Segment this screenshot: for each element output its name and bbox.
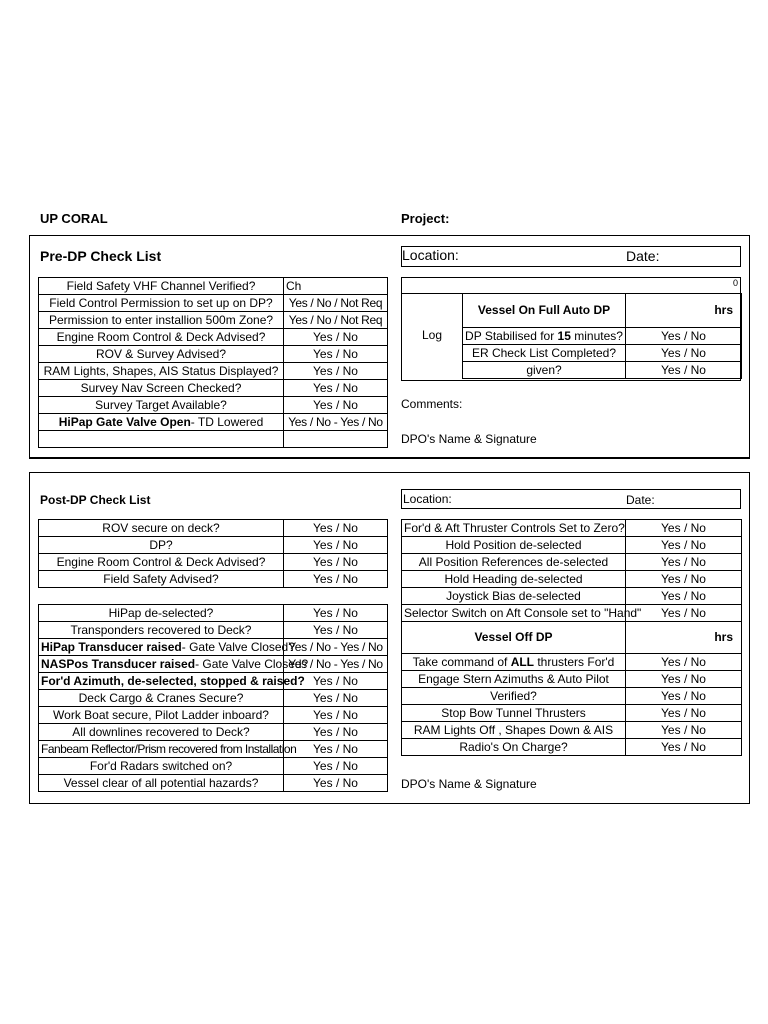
checklist-row [39,520,388,537]
checklist-row [402,554,742,571]
checklist-item-label: Engine Room Control & Deck Advised? [39,554,284,571]
location-label: Location: [403,492,452,506]
er-check-value[interactable]: Yes / No [626,345,742,362]
checklist-item-answer[interactable]: Yes / No [626,571,742,588]
checklist-item-label: Engage Stern Azimuths & Auto Pilot [402,671,626,688]
checklist-item-answer[interactable]: Yes / No - Yes / No [284,656,388,673]
checklist-item-answer[interactable]: Yes / No [284,346,388,363]
checklist-item-answer[interactable]: Yes / No [284,520,388,537]
checklist-row [39,278,388,295]
checklist-item-answer[interactable]: Yes / No [284,707,388,724]
checklist-item-label: Field Safety VHF Channel Verified? [39,278,284,295]
vessel-off-dp-label: Vessel Off DP [402,622,626,654]
post-dp-table-1 [38,519,388,588]
checklist-item-answer[interactable]: Yes / No [284,724,388,741]
checklist-item-label: All Position References de-selected [402,554,626,571]
checklist-row [39,690,388,707]
checklist-row [402,571,742,588]
vessel-name: UP CORAL [40,211,108,226]
corner-mark: 0 [732,278,738,288]
checklist-item-label: RAM Lights Off , Shapes Down & AIS [402,722,626,739]
checklist-item-label: HiPap Gate Valve Open- TD Lowered [39,414,284,431]
checklist-item-answer[interactable]: Yes / No [626,739,742,756]
checklist-row [39,346,388,363]
checklist-item-answer[interactable]: Yes / No / Not Req [284,295,388,312]
checklist-item-answer[interactable]: Yes / No [626,520,742,537]
checklist-row [39,724,388,741]
checklist-row [39,363,388,380]
checklist-item-label: Selector Switch on Aft Console set to "Hand" [402,605,626,622]
checklist-row [39,537,388,554]
checklist-item-label: Transponders recovered to Deck? [39,622,284,639]
checklist-item-answer[interactable]: Yes / No [284,571,388,588]
checklist-row [402,671,742,688]
checklist-item-label: DP? [39,537,284,554]
checklist-item-label: Deck Cargo & Cranes Secure? [39,690,284,707]
checklist-item-answer[interactable]: Yes / No [284,622,388,639]
pre-dp-dpo-signature: DPO's Name & Signature [401,432,537,446]
date-label: Date: [626,248,660,264]
checklist-row [402,520,742,537]
checklist-row [39,571,388,588]
checklist-row [39,414,388,431]
project-label: Project: [401,211,450,226]
checklist-row [402,588,742,605]
checklist-item-label: Fanbeam Reflector/Prism recovered from Installation [39,741,284,758]
checklist-row [39,397,388,414]
checklist-item-answer[interactable]: Yes / No - Yes / No [284,639,388,656]
vessel-off-dp-hrs[interactable]: hrs [626,622,742,654]
checklist-row [39,707,388,724]
checklist-item-label: For'd Azimuth, de-selected, stopped & raised? [39,673,284,690]
checklist-item-answer[interactable]: Yes / No [284,758,388,775]
checklist-item-label: All downlines recovered to Deck? [39,724,284,741]
pre-dp-table [38,277,388,448]
checklist-item-answer[interactable]: Yes / No [626,688,742,705]
checklist-item-answer[interactable]: Yes / No [626,588,742,605]
pre-dp-location-box[interactable] [401,246,741,267]
checklist-item-answer[interactable]: Yes / No [626,722,742,739]
checklist-item-label: Survey Nav Screen Checked? [39,380,284,397]
dp-log-table [462,293,742,379]
checklist-item-label: Survey Target Available? [39,397,284,414]
checklist-item-label: Vessel clear of all potential hazards? [39,775,284,792]
checklist-item-answer[interactable]: Yes / No [284,329,388,346]
given-label: given? [463,362,626,379]
checklist-row [39,605,388,622]
checklist-item-label: ROV secure on deck? [39,520,284,537]
checklist-item-label: HiPap de-selected? [39,605,284,622]
checklist-item-label: Radio's On Charge? [402,739,626,756]
checklist-item-label: Work Boat secure, Pilot Ladder inboard? [39,707,284,724]
checklist-item-label: Stop Bow Tunnel Thrusters [402,705,626,722]
checklist-item-label: Joystick Bias de-selected [402,588,626,605]
checklist-item-answer[interactable]: Yes / No / Not Req [284,312,388,329]
checklist-item-answer[interactable]: Yes / No [284,554,388,571]
checklist-item-answer[interactable]: Ch [284,278,388,295]
vessel-on-dp-hrs[interactable]: hrs [626,294,742,328]
er-check-label: ER Check List Completed? [463,345,626,362]
comments-label: Comments: [401,397,463,411]
checklist-item-answer[interactable]: Yes / No [626,654,742,671]
checklist-item-answer[interactable]: Yes / No [284,363,388,380]
checklist-row [402,654,742,671]
checklist-row [402,688,742,705]
dp-stabilised-label: DP Stabilised for 15 minutes? [463,328,626,345]
checklist-item-label: For'd & Aft Thruster Controls Set to Zero? [402,520,626,537]
checklist-row [39,758,388,775]
checklist-row [39,656,388,673]
vessel-on-dp-label: Vessel On Full Auto DP [463,294,626,328]
pre-dp-right-header [401,277,741,294]
checklist-item-answer[interactable]: Yes / No [284,380,388,397]
location-label: Location: [402,247,459,263]
checklist-row [39,622,388,639]
checklist-item-label: Verified? [402,688,626,705]
post-dp-dpo-signature: DPO's Name & Signature [401,777,537,791]
checklist-item-label: Field Control Permission to set up on DP? [39,295,284,312]
checklist-item-answer[interactable]: Yes / No [284,673,388,690]
checklist-item-answer[interactable]: Yes / No [626,705,742,722]
checklist-row [402,605,742,622]
checklist-item-answer[interactable] [284,431,388,448]
checklist-item-label: HiPap Transducer raised- Gate Valve Closed? [39,639,284,656]
checklist-row [39,639,388,656]
checklist-row [402,537,742,554]
checklist-item-answer[interactable]: Yes / No [626,554,742,571]
checklist-row [39,775,388,792]
checklist-row [402,739,742,756]
checklist-item-label: ROV & Survey Advised? [39,346,284,363]
date-label: Date: [626,493,655,507]
checklist-item-label: Take command of ALL thrusters For'd [402,654,626,671]
checklist-item-label: Field Safety Advised? [39,571,284,588]
checklist-item-answer[interactable]: Yes / No [284,775,388,792]
checklist-item-label: Permission to enter installion 500m Zone? [39,312,284,329]
post-dp-table-2 [38,604,388,792]
checklist-item-answer[interactable]: Yes / No [626,671,742,688]
checklist-row [39,431,388,448]
checklist-item-label: Engine Room Control & Deck Advised? [39,329,284,346]
log-label: Log [422,328,443,342]
checklist-item-label: Hold Position de-selected [402,537,626,554]
checklist-item-label: Hold Heading de-selected [402,571,626,588]
post-dp-right-table [401,519,742,756]
checklist-row [39,380,388,397]
checklist-item-answer[interactable]: Yes / No [626,537,742,554]
checklist-item-answer[interactable]: Yes / No [284,605,388,622]
pre-dp-title: Pre-DP Check List [40,248,162,264]
post-dp-location-box[interactable] [401,489,741,509]
checklist-item-answer[interactable]: Yes / No [626,605,742,622]
checklist-item-answer[interactable]: Yes / No [284,397,388,414]
checklist-row [39,673,388,690]
checklist-item-label [39,431,284,448]
given-value[interactable]: Yes / No [626,362,742,379]
checklist-item-answer[interactable]: Yes / No [284,741,388,758]
checklist-row [402,705,742,722]
dp-stabilised-value[interactable]: Yes / No [626,328,742,345]
checklist-item-label: For'd Radars switched on? [39,758,284,775]
checklist-item-label: RAM Lights, Shapes, AIS Status Displayed? [39,363,284,380]
checklist-item-label: NASPos Transducer raised- Gate Valve Closed? [39,656,284,673]
checklist-item-answer[interactable]: Yes / No - Yes / No [284,414,388,431]
checklist-row [39,741,388,758]
post-dp-title: Post-DP Check List [40,493,151,507]
checklist-row [39,329,388,346]
checklist-row [39,312,388,329]
checklist-item-answer[interactable]: Yes / No [284,690,388,707]
checklist-row [402,722,742,739]
checklist-row [39,295,388,312]
checklist-item-answer[interactable]: Yes / No [284,537,388,554]
checklist-row [39,554,388,571]
